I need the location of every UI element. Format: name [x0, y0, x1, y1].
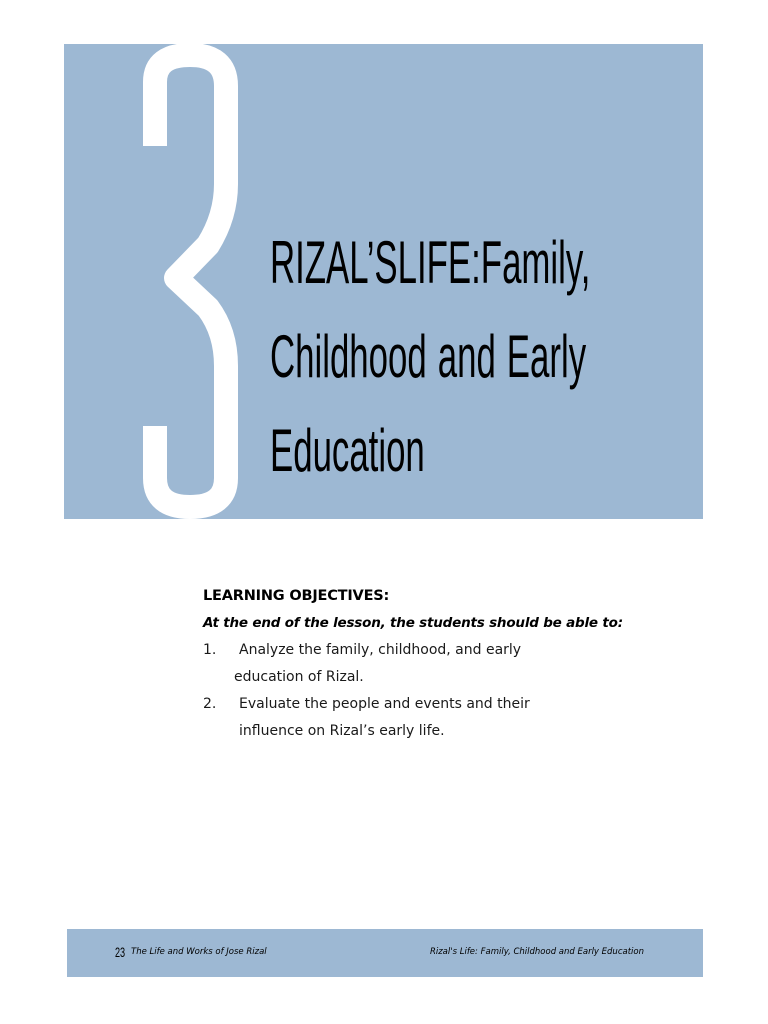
title-word: and	[437, 323, 496, 390]
page-number: 23	[115, 944, 126, 960]
chapter-title-line-2	[270, 310, 586, 404]
chapter-header	[64, 44, 703, 519]
objective-text-line: education of Rizal.	[234, 669, 364, 685]
chapter-title-line-3	[270, 404, 453, 498]
objective-text-line: Evaluate the people and events and their	[239, 696, 530, 712]
title-word: RIZAL’S	[270, 229, 398, 296]
page-footer	[67, 929, 703, 977]
chapter-title-line-1	[270, 216, 591, 310]
objectives-list	[203, 637, 633, 745]
title-word: Childhood	[270, 323, 427, 390]
chapter-title	[270, 216, 591, 498]
footer-chapter-title: Rizal's Life: Family, Childhood and Early Education	[429, 947, 644, 957]
title-word: Education	[270, 417, 425, 484]
objective-item	[203, 691, 633, 745]
objective-number: 2.	[203, 696, 217, 712]
title-word: Family,	[480, 229, 591, 296]
objective-text-line: influence on Rizal’s early life.	[239, 723, 445, 739]
chapter-number-graphic	[142, 44, 242, 519]
learning-objectives	[203, 588, 633, 745]
objective-number: 1.	[203, 642, 217, 658]
objectives-heading: LEARNING OBJECTIVES:	[203, 588, 390, 604]
title-word: Early	[506, 323, 587, 390]
footer-book-title: The Life and Works of Jose Rizal	[131, 947, 267, 957]
objective-item	[203, 637, 633, 691]
title-word: LIFE:	[397, 229, 481, 296]
numeral-three-stroke	[155, 55, 226, 507]
objective-text-line: Analyze the family, childhood, and early	[239, 642, 522, 658]
objectives-intro: At the end of the lesson, the students should be able to:	[203, 615, 623, 631]
chapter-number-svg	[142, 44, 242, 519]
